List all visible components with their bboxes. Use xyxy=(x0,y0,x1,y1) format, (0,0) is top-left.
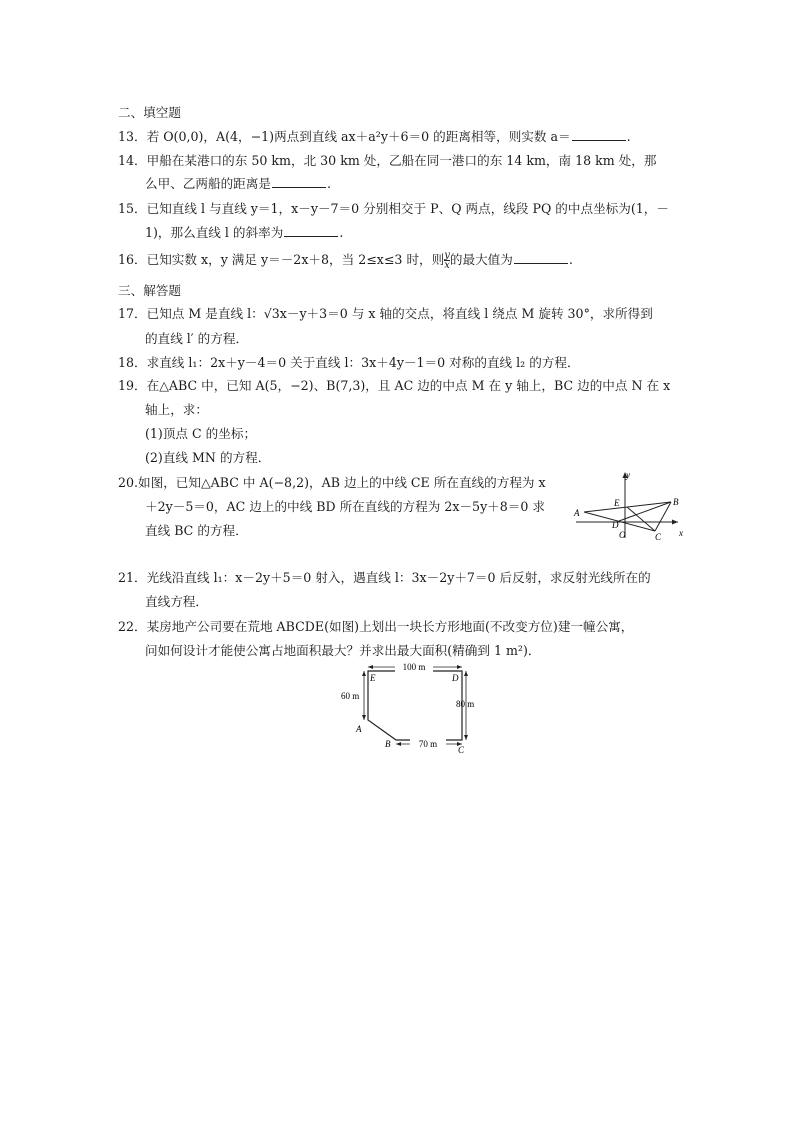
dim-right-arrow-top xyxy=(464,671,468,676)
question-13 xyxy=(118,129,631,145)
q14-answer-blank[interactable] xyxy=(272,176,326,188)
label-D: D xyxy=(612,520,619,530)
question-20-line1: 20.如图，已知△ABC 中 A(−8,2)，AB 边上的中线 CE 所在直线的方程为 x xyxy=(118,475,546,490)
dim-left-arrow-top xyxy=(362,671,366,676)
label-C: C xyxy=(458,745,465,754)
dim-bottom-label: 70 m xyxy=(418,739,438,749)
label-E: E xyxy=(370,673,376,683)
dim-right-arrow-bottom xyxy=(464,735,468,740)
q14-end: . xyxy=(326,176,331,191)
label-x: x xyxy=(679,528,683,538)
dim-bottom-arrow-left xyxy=(396,742,401,746)
question-20-line2: ＋2y－5＝0，AC 边上的中线 BD 所在直线的方程为 2x－5y＋8＝0 求 xyxy=(145,499,545,514)
q15-answer-blank[interactable] xyxy=(284,225,338,237)
label-y: y xyxy=(626,470,630,480)
question-19-line1: 19．在△ABC 中，已知 A(5，−2)、B(7,3)，且 AC 边的中点 M 在 y 轴上，BC 边的中点 N 在 x xyxy=(118,378,671,393)
q16-text-2: 的最大值为 xyxy=(449,252,513,267)
q14-text: 么甲、乙两船的距离是 xyxy=(145,176,271,191)
question-17-line2: 的直线 l′ 的方程． xyxy=(145,331,249,346)
land-outline-ABCDE xyxy=(368,671,462,740)
q16-end: . xyxy=(568,252,573,267)
q13-answer-blank[interactable] xyxy=(572,129,626,141)
question-19-line4: (2)直线 MN 的方程． xyxy=(145,450,271,465)
question-17-line1: 17．已知点 M 是直线 l：√3x－y＋3＝0 与 x 轴的交点，将直线 l 绕点 M 旋转 30°，求所得到 xyxy=(118,306,653,321)
question-19-line3: (1)顶点 C 的坐标； xyxy=(145,426,257,441)
question-22-line1: 22．某房地产公司要在荒地 ABCDE(如图)上划出一块长方形地面(不改变方位)建一幢公寓， xyxy=(118,619,634,634)
label-A: A xyxy=(356,724,362,734)
question-21-line2: 直线方程． xyxy=(145,594,208,609)
question-14-line2 xyxy=(145,176,331,192)
label-B: B xyxy=(385,739,391,749)
dim-top-arrow-left xyxy=(368,665,373,669)
label-C: C xyxy=(655,532,662,542)
question-18-line1: 18．求直线 l₁：2x＋y－4＝0 关于直线 l：3x＋4y－1＝0 对称的直线 l₂ 的方程． xyxy=(118,355,580,370)
q15-end: . xyxy=(339,225,344,240)
x-axis-arrow xyxy=(672,520,678,525)
question-20-line3: 直线 BC 的方程． xyxy=(145,523,248,538)
q20-triangle-figure xyxy=(570,468,690,544)
q15-text: 1)，那么直线 l 的斜率为 xyxy=(145,225,284,240)
frac-denominator: x xyxy=(444,260,450,271)
section-solve-title: 三、解答题 xyxy=(118,283,181,298)
q13-end: . xyxy=(626,129,631,144)
label-E: E xyxy=(614,498,620,508)
question-15-line1: 15．已知直线 l 与直线 y＝1，x－y－7＝0 分别相交于 P、Q 两点，线段 PQ 的中点坐标为(1，－ xyxy=(118,201,669,216)
dim-top-arrow-right xyxy=(457,665,462,669)
section-fill-in-title: 二、填空题 xyxy=(118,105,181,120)
q16-answer-blank[interactable] xyxy=(514,252,568,264)
dim-top-label: 100 m xyxy=(402,662,426,672)
question-16 xyxy=(118,251,573,270)
label-B: B xyxy=(673,497,679,507)
dim-left-label: 60 m xyxy=(341,691,360,701)
q16-text: 16．已知实数 x，y 满足 y＝－2x＋8，当 2≤x≤3 时，则 xyxy=(118,252,445,267)
question-22-line2: 问如何设计才能使公寓占地面积最大？并求出最大面积(精确到 1 m²)． xyxy=(145,643,541,658)
question-19-line2: 轴上，求： xyxy=(145,402,208,417)
dim-left-arrow-bottom xyxy=(362,715,366,720)
frac-numerator: y xyxy=(444,250,450,261)
dim-right-label: 80 m xyxy=(456,699,475,709)
question-21-line1: 21．光线沿直线 l₁：x－2y＋5＝0 射入，遇直线 l：3x－2y＋7＝0 后反射，求反射光线所在的 xyxy=(118,570,651,585)
question-15-line2 xyxy=(145,225,343,241)
label-A: A xyxy=(574,508,580,518)
q13-text: 13．若 O(0,0)，A(4，−1)两点到直线 ax＋a²y＋6＝0 的距离相等，则实数 a＝ xyxy=(118,129,571,144)
side-BC xyxy=(655,502,671,531)
label-O: O xyxy=(619,530,626,540)
question-14-line1: 14．甲船在某港口的东 50 km，北 30 km 处，乙船在同一港口的东 14 km，南 18 km 处，那 xyxy=(118,153,657,168)
q22-land-figure xyxy=(338,658,488,754)
label-D: D xyxy=(452,673,459,683)
